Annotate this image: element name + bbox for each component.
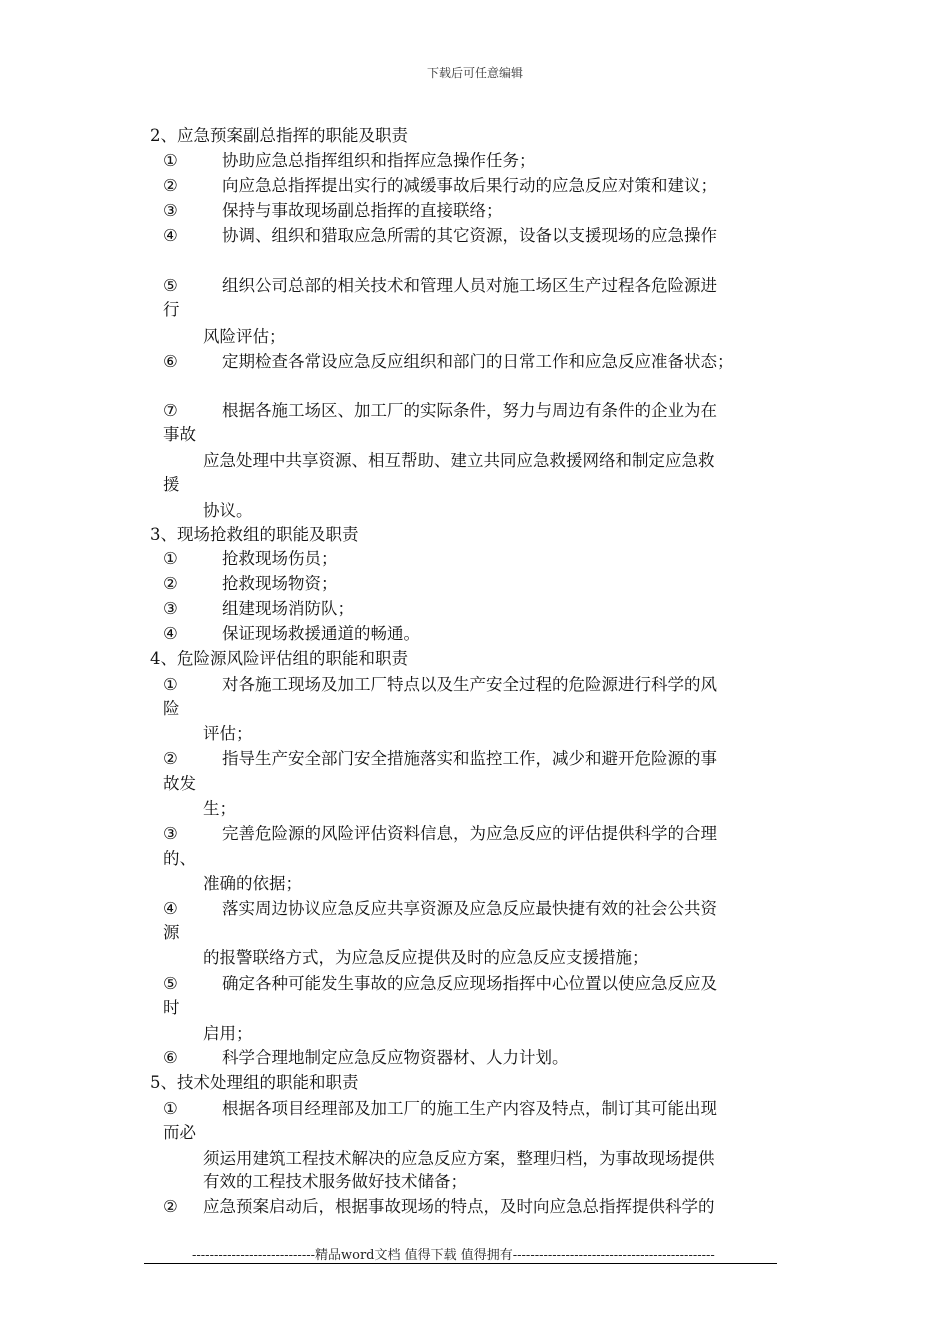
section-heading: 5、技术处理组的职能和职责	[150, 1073, 359, 1092]
item-number: ②	[163, 574, 178, 593]
item-text: 定期检查各常设应急反应组织和部门的日常工作和应急反应准备状态；	[222, 352, 734, 371]
item-number: ③	[163, 599, 178, 618]
item-text: 根据各项目经理部及加工厂的施工生产内容及特点，制订其可能出现	[222, 1099, 717, 1118]
item-number: ①	[163, 151, 178, 170]
item-wrap-text: 援	[163, 475, 180, 494]
section-heading: 2、应急预案副总指挥的职能及职责	[150, 126, 408, 145]
item-number: ⑤	[163, 974, 178, 993]
item-text: 保证现场救援通道的畅通。	[222, 624, 420, 643]
item-continuation: 评估；	[203, 724, 253, 743]
item-wrap-text: 事故	[163, 425, 196, 444]
item-continuation: 协议。	[203, 501, 253, 520]
item-wrap-text: 而必	[163, 1123, 196, 1142]
section-heading: 3、现场抢救组的职能及职责	[150, 525, 359, 544]
item-number: ⑦	[163, 401, 178, 420]
item-continuation: 的报警联络方式，为应急反应提供及时的应急反应支援措施；	[203, 948, 649, 967]
item-wrap-text: 险	[163, 699, 180, 718]
item-text: 应急预案启动后，根据事故现场的特点，及时向应急总指挥提供科学的	[203, 1197, 715, 1216]
item-number: ④	[163, 624, 178, 643]
item-wrap-text: 行	[163, 300, 180, 319]
item-number: ⑥	[163, 1048, 178, 1067]
item-text: 组建现场消防队；	[222, 599, 354, 618]
item-text: 完善危险源的风险评估资料信息，为应急反应的评估提供科学的合理	[222, 824, 717, 843]
item-continuation: 风险评估；	[203, 327, 286, 346]
item-wrap-text: 源	[163, 923, 180, 942]
item-continuation: 准确的依据；	[203, 874, 302, 893]
footer-divider	[144, 1263, 777, 1264]
item-wrap-text: 时	[163, 998, 180, 1017]
item-number: ⑤	[163, 276, 178, 295]
item-number: ②	[163, 176, 178, 195]
item-number: ⑥	[163, 352, 178, 371]
item-text: 向应急总指挥提出实行的减缓事故后果行动的应急反应对策和建议；	[222, 176, 717, 195]
item-text: 根据各施工场区、加工厂的实际条件，努力与周边有条件的企业为在	[222, 401, 717, 420]
item-number: ③	[163, 824, 178, 843]
page-header: 下载后可任意编辑	[426, 66, 523, 80]
item-number: ④	[163, 226, 178, 245]
item-number: ①	[163, 675, 178, 694]
item-wrap-text: 的、	[163, 849, 196, 868]
item-text: 抢救现场物资；	[222, 574, 338, 593]
item-text: 确定各种可能发生事故的应急反应现场指挥中心位置以使应急反应及	[222, 974, 717, 993]
item-number: ①	[163, 1099, 178, 1118]
item-text: 协助应急总指挥组织和指挥应急操作任务；	[222, 151, 536, 170]
item-text: 组织公司总部的相关技术和管理人员对施工场区生产过程各危险源进	[222, 276, 717, 295]
item-number: ④	[163, 899, 178, 918]
item-continuation: 启用；	[203, 1024, 253, 1043]
item-text: 科学合理地制定应急反应物资器材、人力计划。	[222, 1048, 569, 1067]
item-text: 落实周边协议应急反应共享资源及应急反应最快捷有效的社会公共资	[222, 899, 717, 918]
page-footer: ----------------------------精品word文档 值得下载 值得拥有----------------------------------------------	[192, 1248, 715, 1263]
item-continuation: 应急处理中共享资源、相互帮助、建立共同应急救援网络和制定应急救	[203, 451, 715, 470]
item-text: 对各施工现场及加工厂特点以及生产安全过程的危险源进行科学的风	[222, 675, 717, 694]
item-continuation: 须运用建筑工程技术解决的应急反应方案，整理归档，为事故现场提供	[203, 1149, 715, 1168]
item-text: 协调、组织和猎取应急所需的其它资源，设备以支援现场的应急操作	[222, 226, 717, 245]
item-number: ②	[163, 1197, 178, 1216]
item-wrap-text: 故发	[163, 774, 196, 793]
section-heading: 4、危险源风险评估组的职能和职责	[150, 649, 408, 668]
item-text: 抢救现场伤员；	[222, 549, 338, 568]
item-number: ①	[163, 549, 178, 568]
item-continuation: 有效的工程技术服务做好技术储备；	[203, 1172, 467, 1191]
item-text: 指导生产安全部门安全措施落实和监控工作，减少和避开危险源的事	[222, 749, 717, 768]
item-number: ③	[163, 201, 178, 220]
item-number: ②	[163, 749, 178, 768]
item-continuation: 生；	[203, 799, 236, 818]
item-text: 保持与事故现场副总指挥的直接联络；	[222, 201, 503, 220]
